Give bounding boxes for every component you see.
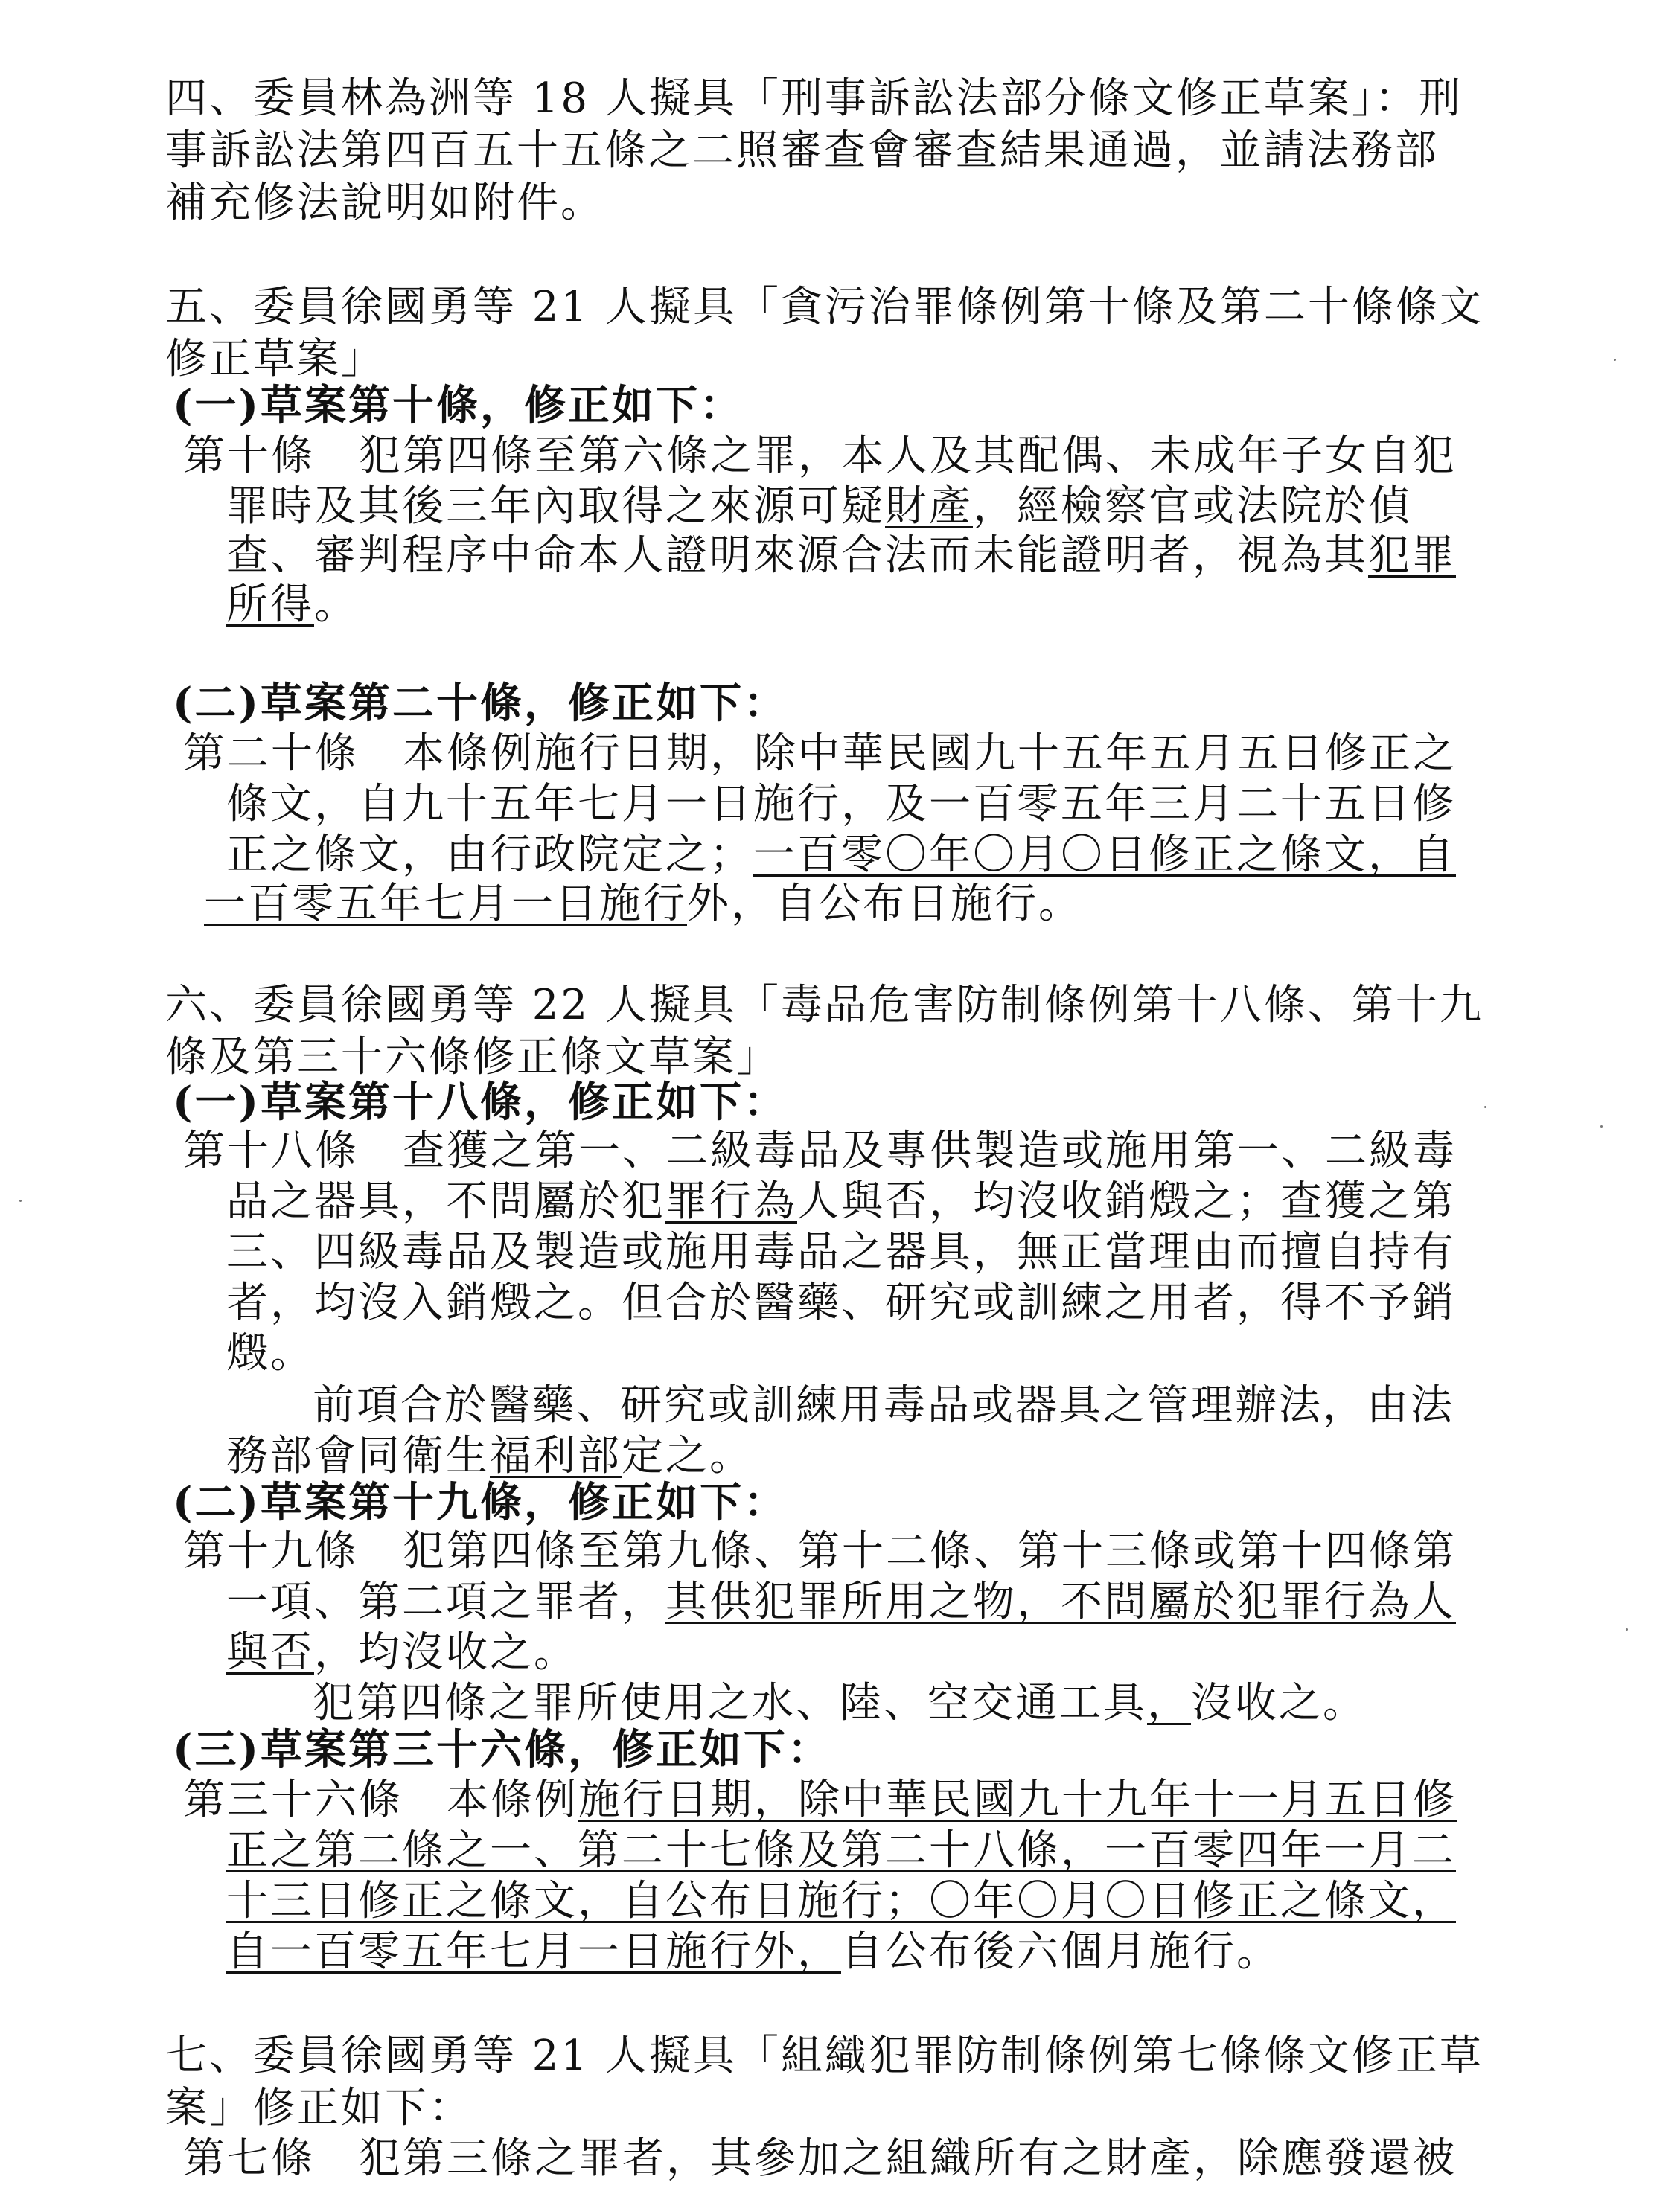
text: 犯第四條之罪所使用之水、陸、空交通工具	[313, 1679, 1147, 1727]
sec4-line2: 事訴訟法第四百五十五條之二照審查會審查結果通過，並請法務部	[165, 127, 1439, 175]
sec5-art20-line1: 第二十條 本條例施行日期，除中華民國九十五年五月五日修正之	[183, 729, 1457, 778]
underlined-text: 犯罪	[1368, 531, 1456, 580]
text: 一項、第二項之罪者，	[226, 1578, 665, 1626]
text: ，經檢察官或法院於偵	[973, 482, 1412, 531]
underlined-text: 所得	[226, 581, 314, 629]
sec5-line1: 五、委員徐國勇等 21 人擬具「貪污治罪條例第十條及第二十條條文	[165, 283, 1483, 331]
sec5-line2: 修正草案」	[165, 335, 385, 383]
sec5-art20-line2: 條文，自九十五年七月一日施行，及一百零五年三月二十五日修	[226, 780, 1456, 828]
sec6-art19-line3	[226, 1627, 578, 1679]
text: 查、審判程序中命本人證明來源合法而未能證明者，視為其	[226, 531, 1368, 580]
sec6-line2: 條及第三十六條修正條文草案」	[165, 1033, 780, 1081]
underlined-text: 一百零五年七月一日施行	[204, 880, 687, 928]
sec5-art10-line1: 第十條 犯第四條至第六條之罪，本人及其配偶、未成年子女自犯	[183, 432, 1457, 480]
sec5-heading2: (二)草案第二十條，修正如下：	[173, 679, 788, 728]
text: 沒收之。	[1191, 1679, 1367, 1727]
underlined-text: ，	[1147, 1679, 1191, 1727]
sec6-art36-line4	[226, 1926, 1280, 1978]
sec5-art10-line4	[226, 579, 358, 631]
scan-speck	[1600, 1125, 1603, 1128]
sec6-art18-line1: 第十八條 查獲之第一、二級毒品及專供製造或施用第一、二級毒	[183, 1127, 1457, 1175]
sec6-art36-line1	[183, 1774, 1457, 1826]
scan-speck	[1484, 1106, 1486, 1108]
text: 自公布後六個月施行。	[841, 1928, 1280, 1976]
underlined-text: 財產	[885, 482, 973, 531]
sec6-heading3: (三)草案第三十六條，修正如下：	[173, 1725, 831, 1774]
sec6-art18-line6: 前項合於醫藥、研究或訓練用毒品或器具之管理辦法，由法	[313, 1381, 1454, 1430]
underlined-text: 正之第二條之一、第二十七條及第二十八條，一百零四年一月二	[226, 1826, 1456, 1875]
sec5-art10-line2	[226, 481, 1412, 533]
sec6-heading2: (二)草案第十九條，修正如下：	[173, 1478, 788, 1527]
sec5-heading1: (一)草案第十條，修正如下：	[173, 381, 744, 430]
sec4-line1: 四、委員林為洲等 18 人擬具「刑事訴訟法部分條文修正草案」：刑	[165, 74, 1463, 123]
underlined-text: 施行日期，除中華民國九十九年十一月五日修	[578, 1776, 1457, 1824]
sec6-art19-line1: 第十九條 犯第四條至第九條、第十二條、第十三條或第十四條第	[183, 1527, 1457, 1576]
underlined-text: 福利部	[490, 1432, 622, 1480]
underlined-text: 罪行為	[665, 1177, 797, 1226]
underlined-text: 與否	[226, 1628, 314, 1677]
sec6-art18-line7	[226, 1430, 753, 1483]
sec6-art18-line3: 三、四級毒品及製造或施用毒品之器具，無正當理由而擅自持有	[226, 1228, 1456, 1276]
sec6-art36-line2	[226, 1825, 1456, 1877]
underlined-text: 一百零〇年〇月〇日修正之條文，自	[753, 831, 1456, 879]
sec6-line1: 六、委員徐國勇等 22 人擬具「毒品危害防制條例第十八條、第十九	[165, 981, 1483, 1029]
text: 。	[314, 581, 358, 629]
text: 第三十六條 本條例	[183, 1776, 578, 1824]
text: 人與否，均沒收銷燬之；查獲之第	[797, 1177, 1456, 1226]
sec5-art10-line3	[226, 530, 1456, 582]
sec6-art18-line4: 者，均沒入銷燬之。但合於醫藥、研究或訓練之用者，得不予銷	[226, 1279, 1456, 1327]
text: 罪時及其後三年內取得之來源可疑	[226, 482, 885, 531]
text: 正之條文，由行政院定之；	[226, 831, 753, 879]
underlined-text: 自一百零五年七月一日施行外，	[226, 1928, 841, 1976]
sec6-art19-line4	[313, 1678, 1367, 1730]
sec6-art19-line2	[226, 1576, 1456, 1628]
underlined-text: 其供犯罪所用之物，不問屬於犯罪行為人	[665, 1578, 1456, 1626]
sec6-art36-line3	[226, 1875, 1456, 1928]
sec6-art18-line5: 燬。	[226, 1329, 314, 1378]
sec7-line1: 七、委員徐國勇等 21 人擬具「組織犯罪防制條例第七條條文修正草	[165, 2032, 1483, 2080]
scan-speck	[19, 1200, 22, 1202]
sec4-line3: 補充修法說明如附件。	[165, 179, 604, 227]
scan-speck	[1614, 359, 1616, 361]
sec5-art20-line3	[226, 829, 1456, 881]
scan-speck	[1626, 1628, 1628, 1631]
sec6-art18-line2	[226, 1176, 1456, 1228]
sec7-line2: 案」修正如下：	[165, 2084, 473, 2132]
text: 外，自公布日施行。	[687, 880, 1082, 928]
text: ，均沒收之。	[314, 1628, 578, 1677]
underlined-text: 十三日修正之條文，自公布日施行；〇年〇月〇日修正之條文，	[226, 1877, 1456, 1925]
text: 定之。	[622, 1432, 753, 1480]
sec6-heading1: (一)草案第十八條，修正如下：	[173, 1078, 788, 1127]
sec7-art7-line1: 第七條 犯第三條之罪者，其參加之組織所有之財產，除應發還被	[183, 2134, 1457, 2183]
text: 務部會同衛生	[226, 1432, 490, 1480]
text: 品之器具，不問屬於犯	[226, 1177, 665, 1226]
sec5-art20-line4	[204, 878, 1082, 930]
